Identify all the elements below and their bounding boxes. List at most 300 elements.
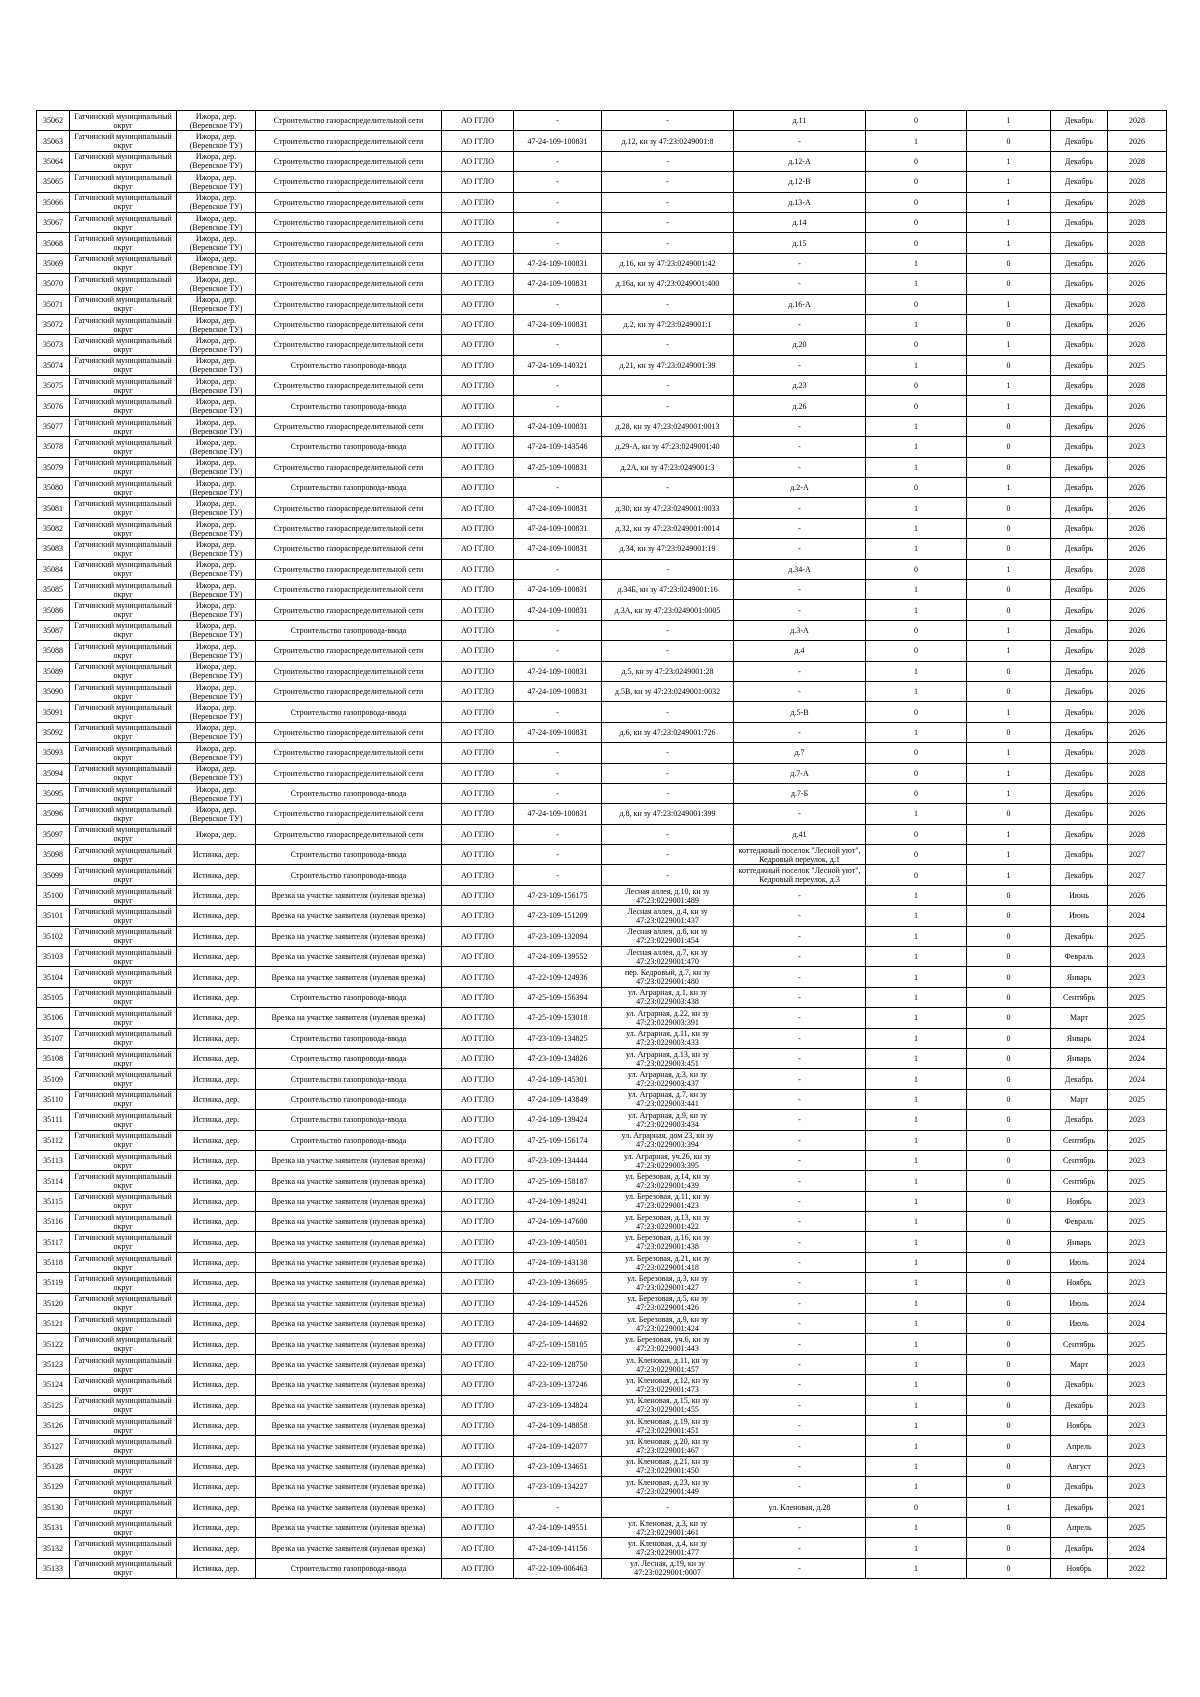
cell-row-number: 35118 [37, 1252, 70, 1272]
table-row [37, 1497, 1167, 1517]
cell-district: Гатчинский муниципальный округ [70, 1232, 177, 1252]
cell-address: - [734, 1048, 866, 1068]
cell-year: 2025 [1108, 1517, 1167, 1537]
cell-month: Декабрь [1051, 763, 1108, 783]
cell-district: Гатчинский муниципальный округ [70, 967, 177, 987]
cell-count-a: 1 [866, 661, 967, 681]
cell-count-b: 0 [967, 539, 1051, 559]
cell-address: - [734, 498, 866, 518]
cell-district: Гатчинский муниципальный округ [70, 947, 177, 967]
cell-organization: АО ГГЛО [442, 1110, 514, 1130]
cell-month: Март [1051, 1354, 1108, 1374]
cell-settlement: Ижора, дер. (Веревское ТУ) [177, 416, 256, 436]
cell-count-b: 0 [967, 967, 1051, 987]
cell-organization: АО ГГЛО [442, 1334, 514, 1354]
cell-month: Декабрь [1051, 681, 1108, 701]
table-row [37, 233, 1167, 253]
cell-district: Гатчинский муниципальный округ [70, 518, 177, 538]
cell-work-type: Строительство газораспределительной сети [256, 151, 442, 171]
cell-count-a: 1 [866, 1130, 967, 1150]
table-row [37, 1538, 1167, 1558]
cell-organization: АО ГГЛО [442, 906, 514, 926]
cell-work-type: Врезка на участке заявителя (нулевая врезка) [256, 926, 442, 946]
cell-count-b: 0 [967, 1416, 1051, 1436]
cell-count-a: 1 [866, 579, 967, 599]
cell-settlement: Ижора, дер. (Веревское ТУ) [177, 192, 256, 212]
cell-application-number: 47-24-109-139424 [514, 1110, 602, 1130]
cell-address-cadastral: - [602, 111, 734, 131]
cell-address-cadastral: д.6, кн зу 47:23:0249001:726 [602, 722, 734, 742]
cell-settlement: Истинка, дер. [177, 1477, 256, 1497]
cell-work-type: Врезка на участке заявителя (нулевая врезка) [256, 1273, 442, 1293]
cell-application-number: 47-23-109-132094 [514, 926, 602, 946]
document-page [36, 110, 1166, 1579]
cell-address: д.11 [734, 111, 866, 131]
cell-district: Гатчинский муниципальный округ [70, 845, 177, 865]
cell-district: Гатчинский муниципальный округ [70, 1354, 177, 1374]
cell-count-b: 0 [967, 804, 1051, 824]
cell-organization: АО ГГЛО [442, 131, 514, 151]
cell-organization: АО ГГЛО [442, 1069, 514, 1089]
cell-settlement: Истинка, дер. [177, 1232, 256, 1252]
cell-month: Декабрь [1051, 865, 1108, 885]
cell-work-type: Строительство газораспределительной сети [256, 600, 442, 620]
cell-address-cadastral: - [602, 335, 734, 355]
cell-month: Декабрь [1051, 743, 1108, 763]
cell-work-type: Врезка на участке заявителя (нулевая врезка) [256, 1252, 442, 1272]
cell-count-a: 1 [866, 355, 967, 375]
table-row [37, 600, 1167, 620]
cell-count-a: 1 [866, 1314, 967, 1334]
cell-count-a: 1 [866, 1069, 967, 1089]
cell-year: 2024 [1108, 1293, 1167, 1313]
cell-district: Гатчинский муниципальный округ [70, 1008, 177, 1028]
cell-settlement: Ижора, дер. (Веревское ТУ) [177, 763, 256, 783]
table-row [37, 1395, 1167, 1415]
table-row [37, 1354, 1167, 1374]
cell-application-number: 47-25-109-158105 [514, 1334, 602, 1354]
cell-application-number: 47-24-109-100831 [514, 518, 602, 538]
cell-address-cadastral: д.2, кн зу 47:23:0249001:1 [602, 314, 734, 334]
cell-application-number: 47-24-109-144526 [514, 1293, 602, 1313]
cell-address-cadastral: д.34, кн зу 47:23:0249001:19 [602, 539, 734, 559]
cell-address-cadastral: Лесная аллея, д.4, кн зу 47:23:0229001:437 [602, 906, 734, 926]
cell-row-number: 35127 [37, 1436, 70, 1456]
cell-organization: АО ГГЛО [442, 1232, 514, 1252]
cell-year: 2026 [1108, 396, 1167, 416]
cell-address: д.3-А [734, 620, 866, 640]
cell-month: Декабрь [1051, 253, 1108, 273]
cell-organization: АО ГГЛО [442, 416, 514, 436]
cell-work-type: Врезка на участке заявителя (нулевая врезка) [256, 967, 442, 987]
cell-organization: АО ГГЛО [442, 1538, 514, 1558]
cell-application-number: 47-23-109-134227 [514, 1477, 602, 1497]
table-row [37, 1517, 1167, 1537]
cell-month: Декабрь [1051, 661, 1108, 681]
cell-work-type: Строительство газораспределительной сети [256, 376, 442, 396]
cell-application-number: 47-23-109-134826 [514, 1048, 602, 1068]
cell-organization: АО ГГЛО [442, 1293, 514, 1313]
cell-district: Гатчинский муниципальный округ [70, 192, 177, 212]
cell-row-number: 35066 [37, 192, 70, 212]
cell-row-number: 35114 [37, 1171, 70, 1191]
table-row [37, 1416, 1167, 1436]
cell-settlement: Ижора, дер. (Веревское ТУ) [177, 396, 256, 416]
cell-district: Гатчинский муниципальный округ [70, 294, 177, 314]
cell-application-number: 47-22-109-128750 [514, 1354, 602, 1374]
cell-organization: АО ГГЛО [442, 314, 514, 334]
cell-work-type: Строительство газораспределительной сети [256, 722, 442, 742]
cell-district: Гатчинский муниципальный округ [70, 763, 177, 783]
cell-month: Декабрь [1051, 294, 1108, 314]
cell-application-number: 47-24-109-100831 [514, 579, 602, 599]
cell-count-a: 0 [866, 824, 967, 844]
cell-district: Гатчинский муниципальный округ [70, 172, 177, 192]
cell-count-a: 1 [866, 1456, 967, 1476]
cell-address-cadastral: - [602, 641, 734, 661]
cell-settlement: Истинка, дер. [177, 1395, 256, 1415]
cell-district: Гатчинский муниципальный округ [70, 804, 177, 824]
cell-settlement: Истинка, дер. [177, 947, 256, 967]
cell-address: - [734, 1456, 866, 1476]
cell-row-number: 35133 [37, 1558, 70, 1578]
cell-address: д.7-Б [734, 783, 866, 803]
cell-count-b: 0 [967, 885, 1051, 905]
cell-month: Декабрь [1051, 804, 1108, 824]
cell-settlement: Ижора, дер. (Веревское ТУ) [177, 151, 256, 171]
cell-organization: АО ГГЛО [442, 1048, 514, 1068]
cell-district: Гатчинский муниципальный округ [70, 1273, 177, 1293]
cell-application-number: 47-22-109-006463 [514, 1558, 602, 1578]
cell-work-type: Врезка на участке заявителя (нулевая врезка) [256, 1191, 442, 1211]
cell-application-number: 47-24-109-147600 [514, 1212, 602, 1232]
cell-settlement: Истинка, дер. [177, 987, 256, 1007]
cell-application-number: - [514, 376, 602, 396]
cell-address: - [734, 1252, 866, 1272]
cell-row-number: 35091 [37, 702, 70, 722]
cell-count-b: 0 [967, 457, 1051, 477]
cell-work-type: Строительство газораспределительной сети [256, 131, 442, 151]
cell-district: Гатчинский муниципальный округ [70, 1191, 177, 1211]
cell-organization: АО ГГЛО [442, 1436, 514, 1456]
cell-month: Декабрь [1051, 518, 1108, 538]
cell-district: Гатчинский муниципальный округ [70, 579, 177, 599]
cell-address-cadastral: д.28, кн зу 47:23:0249001:0013 [602, 416, 734, 436]
cell-month: Декабрь [1051, 478, 1108, 498]
cell-application-number: - [514, 294, 602, 314]
cell-month: Декабрь [1051, 498, 1108, 518]
cell-address: - [734, 437, 866, 457]
table-row [37, 906, 1167, 926]
cell-count-b: 0 [967, 906, 1051, 926]
cell-organization: АО ГГЛО [442, 172, 514, 192]
cell-year: 2023 [1108, 437, 1167, 457]
cell-count-b: 0 [967, 681, 1051, 701]
cell-count-b: 0 [967, 498, 1051, 518]
cell-row-number: 35074 [37, 355, 70, 375]
cell-settlement: Ижора, дер. (Веревское ТУ) [177, 376, 256, 396]
cell-district: Гатчинский муниципальный округ [70, 1375, 177, 1395]
cell-month: Декабрь [1051, 926, 1108, 946]
cell-settlement: Ижора, дер. (Веревское ТУ) [177, 702, 256, 722]
cell-application-number: 47-25-109-158187 [514, 1171, 602, 1191]
cell-district: Гатчинский муниципальный округ [70, 1314, 177, 1334]
cell-address-cadastral: д.16, кн зу 47:23:0249001:42 [602, 253, 734, 273]
cell-row-number: 35086 [37, 600, 70, 620]
cell-year: 2025 [1108, 1171, 1167, 1191]
cell-address: д.7-А [734, 763, 866, 783]
cell-month: Декабрь [1051, 111, 1108, 131]
cell-month: Апрель [1051, 1436, 1108, 1456]
cell-address: ул. Кленовая, д.28 [734, 1497, 866, 1517]
cell-application-number: - [514, 111, 602, 131]
cell-district: Гатчинский муниципальный округ [70, 233, 177, 253]
cell-count-a: 0 [866, 335, 967, 355]
cell-address: - [734, 274, 866, 294]
cell-year: 2026 [1108, 478, 1167, 498]
cell-row-number: 35107 [37, 1028, 70, 1048]
cell-row-number: 35123 [37, 1354, 70, 1374]
cell-month: Март [1051, 1089, 1108, 1109]
cell-count-a: 1 [866, 1375, 967, 1395]
cell-address-cadastral: ул. Аграрная, уч.26, кн зу 47:23:0229003:395 [602, 1150, 734, 1170]
cell-count-a: 1 [866, 1028, 967, 1048]
cell-row-number: 35128 [37, 1456, 70, 1476]
cell-count-b: 0 [967, 579, 1051, 599]
cell-settlement: Ижора, дер. (Веревское ТУ) [177, 518, 256, 538]
cell-count-b: 1 [967, 763, 1051, 783]
cell-year: 2026 [1108, 416, 1167, 436]
cell-address: - [734, 1130, 866, 1150]
cell-district: Гатчинский муниципальный округ [70, 885, 177, 905]
cell-settlement: Истинка, дер. [177, 1048, 256, 1068]
cell-address: - [734, 1273, 866, 1293]
table-row [37, 1477, 1167, 1497]
cell-address-cadastral: ул. Кленовая, д.21, кн зу 47:23:0229001:450 [602, 1456, 734, 1476]
cell-settlement: Ижора, дер. (Веревское ТУ) [177, 314, 256, 334]
cell-address-cadastral: - [602, 151, 734, 171]
cell-count-a: 1 [866, 947, 967, 967]
cell-application-number: 47-25-109-156174 [514, 1130, 602, 1150]
cell-settlement: Истинка, дер. [177, 1150, 256, 1170]
cell-address-cadastral: д.8, кн зу 47:23:0249001:399 [602, 804, 734, 824]
cell-application-number: - [514, 172, 602, 192]
cell-address-cadastral: ул. Березовая, д.13, кн зу 47:23:0229001:422 [602, 1212, 734, 1232]
table-row [37, 722, 1167, 742]
cell-address-cadastral: ул. Кленовая, д.11, кн зу 47:23:0229001:457 [602, 1354, 734, 1374]
cell-count-a: 0 [866, 620, 967, 640]
cell-settlement: Истинка, дер. [177, 1110, 256, 1130]
table-row [37, 681, 1167, 701]
cell-year: 2027 [1108, 845, 1167, 865]
cell-settlement: Ижора, дер. (Веревское ТУ) [177, 681, 256, 701]
cell-address: д.20 [734, 335, 866, 355]
cell-count-a: 1 [866, 1354, 967, 1374]
cell-year: 2028 [1108, 559, 1167, 579]
cell-count-b: 0 [967, 1089, 1051, 1109]
cell-count-b: 0 [967, 1110, 1051, 1130]
cell-address: д.15 [734, 233, 866, 253]
cell-organization: АО ГГЛО [442, 722, 514, 742]
cell-work-type: Строительство газопровода-ввода [256, 987, 442, 1007]
cell-year: 2028 [1108, 335, 1167, 355]
cell-month: Декабрь [1051, 416, 1108, 436]
cell-count-a: 1 [866, 416, 967, 436]
table-row [37, 702, 1167, 722]
cell-district: Гатчинский муниципальный округ [70, 1497, 177, 1517]
cell-district: Гатчинский муниципальный округ [70, 661, 177, 681]
cell-address: - [734, 600, 866, 620]
cell-settlement: Истинка, дер. [177, 1314, 256, 1334]
cell-address: - [734, 355, 866, 375]
cell-address: - [734, 1334, 866, 1354]
cell-count-a: 0 [866, 111, 967, 131]
cell-settlement: Ижора, дер. (Веревское ТУ) [177, 131, 256, 151]
cell-count-b: 1 [967, 845, 1051, 865]
cell-address: д.12-А [734, 151, 866, 171]
cell-count-a: 1 [866, 1477, 967, 1497]
cell-month: Декабрь [1051, 172, 1108, 192]
cell-settlement: Ижора, дер. [177, 824, 256, 844]
cell-address-cadastral: пер. Кедровый, д.7, кн зу 47:23:0229001:480 [602, 967, 734, 987]
cell-year: 2024 [1108, 1314, 1167, 1334]
cell-address-cadastral: - [602, 783, 734, 803]
cell-month: Декабрь [1051, 824, 1108, 844]
cell-district: Гатчинский муниципальный округ [70, 987, 177, 1007]
cell-application-number: 47-24-109-149241 [514, 1191, 602, 1211]
cell-address: - [734, 1477, 866, 1497]
cell-settlement: Истинка, дер. [177, 1293, 256, 1313]
cell-count-a: 1 [866, 1517, 967, 1537]
cell-work-type: Врезка на участке заявителя (нулевая врезка) [256, 1477, 442, 1497]
cell-work-type: Врезка на участке заявителя (нулевая врезка) [256, 1538, 442, 1558]
cell-address: - [734, 722, 866, 742]
cell-application-number: - [514, 824, 602, 844]
cell-address-cadastral: ул. Кленовая, д.23, кн зу 47:23:0229001:449 [602, 1477, 734, 1497]
cell-application-number: 47-23-109-134444 [514, 1150, 602, 1170]
cell-address: коттеджный поселок "Лесной уют", Кедровый переулок, д.1 [734, 845, 866, 865]
cell-year: 2026 [1108, 885, 1167, 905]
cell-work-type: Врезка на участке заявителя (нулевая врезка) [256, 1008, 442, 1028]
cell-count-a: 1 [866, 253, 967, 273]
cell-month: Декабрь [1051, 1395, 1108, 1415]
cell-address-cadastral: д.29-А, кн зу 47:23:0249001:40 [602, 437, 734, 457]
cell-row-number: 35090 [37, 681, 70, 701]
cell-count-b: 0 [967, 1395, 1051, 1415]
cell-work-type: Строительство газопровода-ввода [256, 1089, 442, 1109]
cell-settlement: Ижора, дер. (Веревское ТУ) [177, 253, 256, 273]
cell-organization: АО ГГЛО [442, 192, 514, 212]
table-row [37, 274, 1167, 294]
cell-work-type: Строительство газораспределительной сети [256, 559, 442, 579]
cell-count-a: 0 [866, 559, 967, 579]
cell-month: Ноябрь [1051, 1558, 1108, 1578]
cell-year: 2021 [1108, 1497, 1167, 1517]
cell-month: Декабрь [1051, 131, 1108, 151]
cell-district: Гатчинский муниципальный округ [70, 1069, 177, 1089]
cell-address: - [734, 1171, 866, 1191]
cell-district: Гатчинский муниципальный округ [70, 783, 177, 803]
cell-row-number: 35069 [37, 253, 70, 273]
table-row [37, 1436, 1167, 1456]
cell-organization: АО ГГЛО [442, 151, 514, 171]
table-row [37, 885, 1167, 905]
cell-month: Декабрь [1051, 600, 1108, 620]
cell-row-number: 35087 [37, 620, 70, 640]
cell-row-number: 35126 [37, 1416, 70, 1436]
cell-work-type: Врезка на участке заявителя (нулевая врезка) [256, 1375, 442, 1395]
cell-settlement: Ижора, дер. (Веревское ТУ) [177, 111, 256, 131]
cell-row-number: 35125 [37, 1395, 70, 1415]
cell-address-cadastral: - [602, 212, 734, 232]
cell-work-type: Строительство газораспределительной сети [256, 457, 442, 477]
cell-work-type: Строительство газораспределительной сети [256, 763, 442, 783]
cell-settlement: Ижора, дер. (Веревское ТУ) [177, 743, 256, 763]
cell-application-number: - [514, 865, 602, 885]
cell-work-type: Врезка на участке заявителя (нулевая врезка) [256, 1212, 442, 1232]
cell-year: 2023 [1108, 1436, 1167, 1456]
cell-year: 2023 [1108, 1456, 1167, 1476]
table-row [37, 783, 1167, 803]
cell-address: - [734, 804, 866, 824]
cell-settlement: Истинка, дер. [177, 967, 256, 987]
cell-work-type: Строительство газопровода-ввода [256, 1028, 442, 1048]
cell-settlement: Ижора, дер. (Веревское ТУ) [177, 661, 256, 681]
table-row [37, 1456, 1167, 1476]
table-row [37, 1150, 1167, 1170]
cell-organization: АО ГГЛО [442, 478, 514, 498]
cell-count-b: 0 [967, 1171, 1051, 1191]
data-table [36, 110, 1167, 1579]
cell-application-number: 47-23-109-134825 [514, 1028, 602, 1048]
cell-work-type: Врезка на участке заявителя (нулевая врезка) [256, 1334, 442, 1354]
cell-count-b: 0 [967, 314, 1051, 334]
cell-address: д.2-А [734, 478, 866, 498]
cell-count-b: 0 [967, 661, 1051, 681]
cell-count-a: 1 [866, 498, 967, 518]
table-row [37, 1252, 1167, 1272]
cell-organization: АО ГГЛО [442, 111, 514, 131]
cell-district: Гатчинский муниципальный округ [70, 1558, 177, 1578]
cell-work-type: Врезка на участке заявителя (нулевая врезка) [256, 906, 442, 926]
cell-row-number: 35121 [37, 1314, 70, 1334]
cell-work-type: Врезка на участке заявителя (нулевая врезка) [256, 1314, 442, 1334]
cell-row-number: 35064 [37, 151, 70, 171]
cell-district: Гатчинский муниципальный округ [70, 702, 177, 722]
cell-address-cadastral: ул. Березовая, д.21, кн зу 47:23:0229001:418 [602, 1252, 734, 1272]
cell-year: 2028 [1108, 641, 1167, 661]
cell-work-type: Строительство газопровода-ввода [256, 702, 442, 722]
cell-settlement: Истинка, дер. [177, 845, 256, 865]
cell-count-b: 1 [967, 865, 1051, 885]
cell-count-b: 0 [967, 1334, 1051, 1354]
cell-organization: АО ГГЛО [442, 926, 514, 946]
cell-month: Декабрь [1051, 1538, 1108, 1558]
cell-work-type: Врезка на участке заявителя (нулевая врезка) [256, 1354, 442, 1374]
cell-work-type: Строительство газопровода-ввода [256, 1110, 442, 1130]
cell-address: - [734, 1232, 866, 1252]
cell-month: Ноябрь [1051, 1416, 1108, 1436]
cell-address: - [734, 579, 866, 599]
cell-year: 2028 [1108, 212, 1167, 232]
cell-row-number: 35071 [37, 294, 70, 314]
cell-district: Гатчинский муниципальный округ [70, 906, 177, 926]
cell-row-number: 35065 [37, 172, 70, 192]
cell-work-type: Строительство газопровода-ввода [256, 620, 442, 640]
cell-organization: АО ГГЛО [442, 1212, 514, 1232]
cell-application-number: 47-25-109-156394 [514, 987, 602, 1007]
cell-application-number: 47-24-109-139552 [514, 947, 602, 967]
